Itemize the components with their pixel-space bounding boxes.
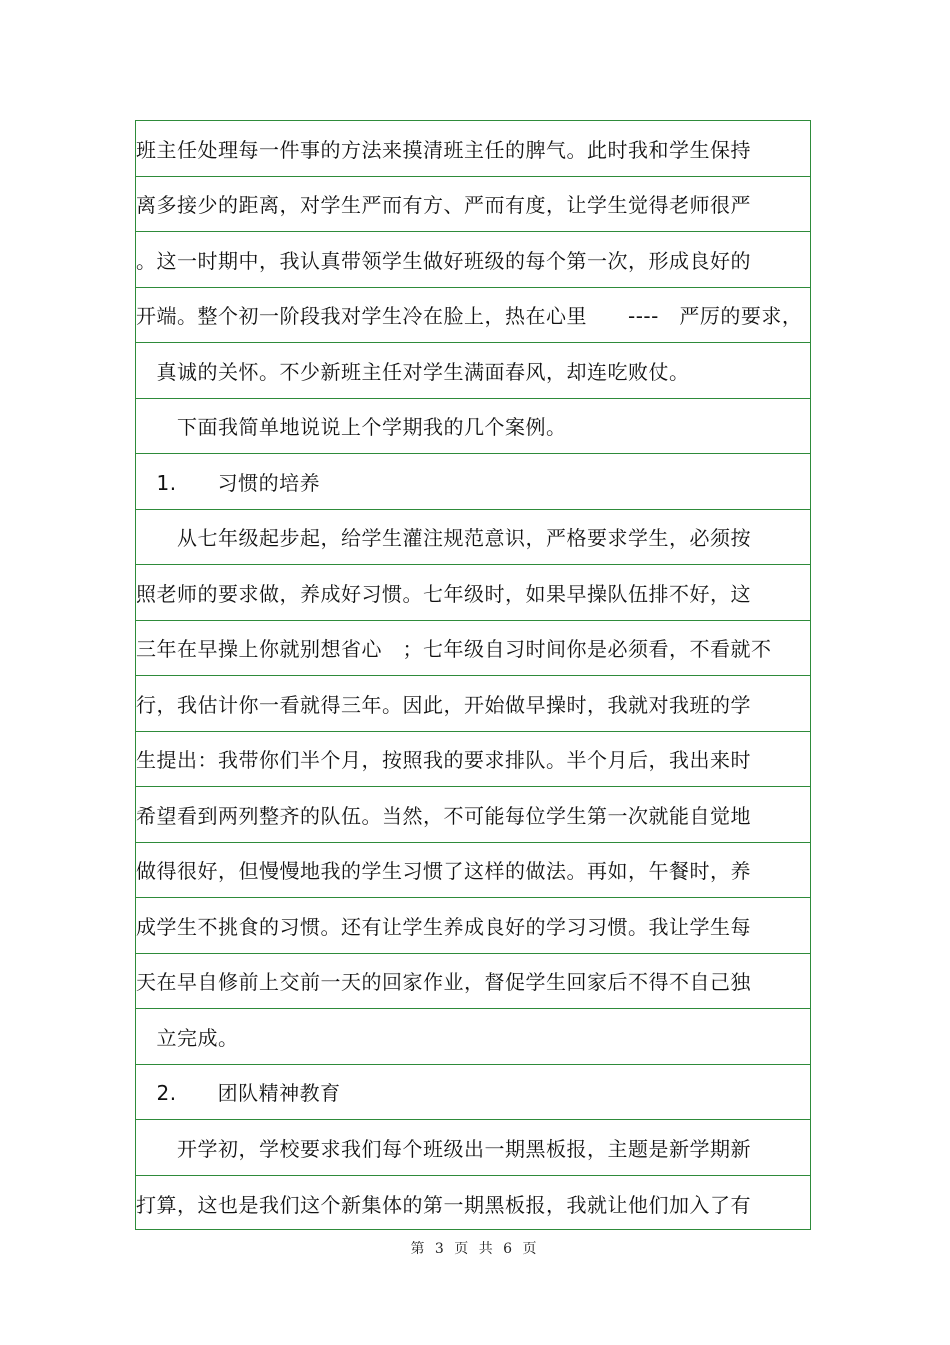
text-line	[136, 1009, 810, 1065]
text-line	[136, 1120, 810, 1176]
line-text: 开学初，学校要求我们每个班级出一期黑板报，主题是新学期新	[136, 1136, 751, 1161]
text-line	[136, 954, 810, 1010]
text-line	[136, 510, 810, 566]
line-text: 打算，这也是我们这个新集体的第一期黑板报，我就让他们加入了有	[136, 1192, 751, 1217]
text-line	[136, 288, 810, 344]
line-text: 天在早自修前上交前一天的回家作业，督促学生回家后不得不自己独	[136, 970, 751, 995]
text-line	[136, 843, 810, 899]
line-text: 行，我估计你一看就得三年。因此，开始做早操时，我就对我班的学	[136, 692, 751, 717]
text-line	[136, 343, 810, 399]
section-heading-line	[136, 454, 810, 510]
section-heading-line	[136, 1065, 810, 1121]
line-text: 做得很好，但慢慢地我的学生习惯了这样的做法。再如，午餐时，养	[136, 859, 751, 884]
line-text: 开端。整个初一阶段我对学生冷在脸上，热在心里 ---- 严厉的要求，	[136, 304, 803, 329]
text-line	[136, 399, 810, 455]
line-text: 立完成。	[136, 1025, 239, 1050]
page-footer	[0, 1238, 950, 1258]
text-line	[136, 177, 810, 233]
text-line	[136, 787, 810, 843]
text-line	[136, 1176, 810, 1232]
line-text: 照老师的要求做，养成好习惯。七年级时，如果早操队伍排不好，这	[136, 581, 751, 606]
line-text: 。这一时期中，我认真带领学生做好班级的每个第一次，形成良好的	[136, 248, 751, 273]
text-line	[136, 898, 810, 954]
document-frame	[135, 120, 811, 1230]
section-heading: 2. 团队精神教育	[136, 1081, 341, 1106]
line-text: 离多接少的距离，对学生严而有方、严而有度，让学生觉得老师很严	[136, 193, 751, 218]
text-line	[136, 121, 810, 177]
line-text: 班主任处理每一件事的方法来摸清班主任的脾气。此时我和学生保持	[136, 137, 751, 162]
line-text: 下面我简单地说说上个学期我的几个案例。	[136, 415, 567, 440]
line-text: 希望看到两列整齐的队伍。当然，不可能每位学生第一次就能自觉地	[136, 803, 751, 828]
line-text: 三年在早操上你就别想省心 ；七年级自习时间你是必须看，不看就不	[136, 637, 772, 662]
section-heading: 1. 习惯的培养	[136, 470, 321, 495]
text-line	[136, 621, 810, 677]
line-text: 从七年级起步起，给学生灌注规范意识，严格要求学生，必须按	[136, 526, 751, 551]
text-line	[136, 732, 810, 788]
text-line	[136, 565, 810, 621]
line-text: 成学生不挑食的习惯。还有让学生养成良好的学习习惯。我让学生每	[136, 914, 751, 939]
line-text: 真诚的关怀。不少新班主任对学生满面春风，却连吃败仗。	[136, 359, 690, 384]
text-line	[136, 232, 810, 288]
text-line	[136, 676, 810, 732]
line-text: 生提出：我带你们半个月，按照我的要求排队。半个月后，我出来时	[136, 748, 751, 773]
page-number-label: 第 3 页 共 6 页	[410, 1241, 540, 1257]
